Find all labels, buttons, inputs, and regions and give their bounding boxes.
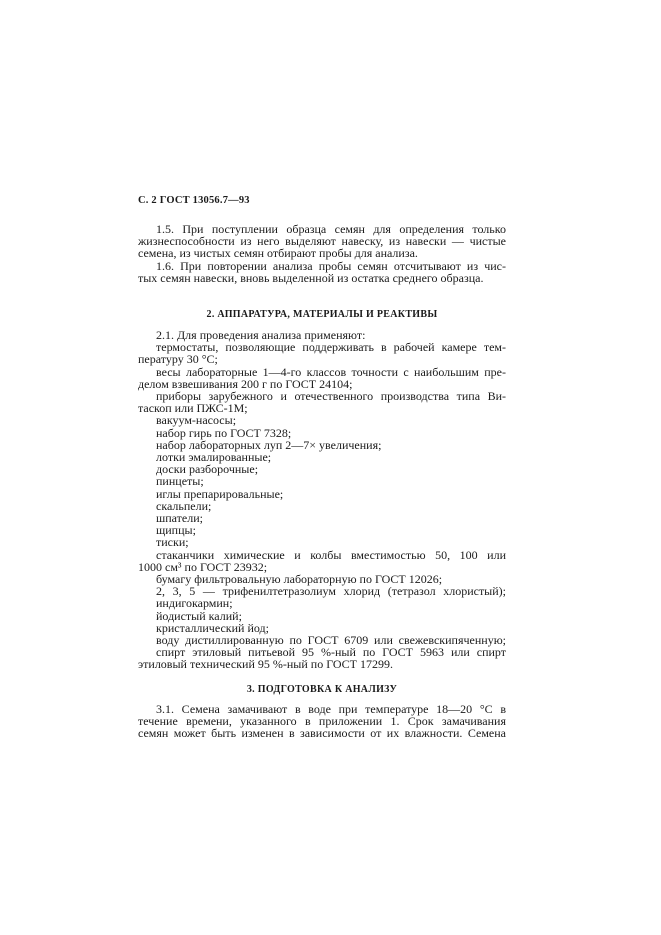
text-line: кристаллический йод; xyxy=(156,620,269,635)
text-line: термостаты, позволяющие поддерживать в рабочей камере тем- xyxy=(156,340,506,355)
text-line: йодистый калий; xyxy=(156,608,242,623)
text-line: делом взвешивания 200 г по ГОСТ 24104; xyxy=(138,376,353,391)
text-line: 1.6. При повторении анализа пробы семян отсчитывают из чис- xyxy=(156,258,506,273)
section-3-title: 3. ПОДГОТОВКА К АНАЛИЗУ xyxy=(246,684,398,695)
text-line: 1000 см³ по ГОСТ 23932; xyxy=(138,559,268,574)
text-line: весы лабораторные 1—4-го классов точности с наибольшим пре- xyxy=(156,364,506,379)
text-line: приборы зарубежного и отечественного производства типа Ви- xyxy=(156,389,506,404)
section-2-title: 2. АППАРАТУРА, МАТЕРИАЛЫ И РЕАКТИВЫ xyxy=(206,309,438,320)
text-line: стаканчики химические и колбы вместимостью 50, 100 или xyxy=(156,547,506,562)
text-line: тых семян навески, вновь выделенной из остатка среднего образца. xyxy=(138,270,484,285)
section-2-body xyxy=(138,329,506,671)
text-line: вакуум-насосы; xyxy=(156,413,237,428)
text-line: шпатели; xyxy=(156,511,203,526)
text-line: семена, из чистых семян отбирают пробы для анализа. xyxy=(138,246,418,261)
text-line: пературу 30 °С; xyxy=(138,352,218,367)
text-line: набор лабораторных луп 2—7× увеличения; xyxy=(156,437,382,452)
text-line: индигокармин; xyxy=(156,596,233,611)
text-line: бумагу фильтровальную лабораторную по ГОСТ 12026; xyxy=(156,572,443,587)
page-header: С. 2 ГОСТ 13056.7—93 xyxy=(138,195,250,206)
text-line: скальпели; xyxy=(156,498,212,513)
text-line: набор гирь по ГОСТ 7328; xyxy=(156,425,292,440)
text-line: 2, 3, 5 — трифенилтетразолиум хлорид (тетразол хлористый); xyxy=(156,584,506,599)
text-line: таскоп или ПЖС-1М; xyxy=(138,401,248,416)
text-line: тиски; xyxy=(156,535,189,550)
section-3-body xyxy=(138,703,506,740)
text-line: 2.1. Для проведения анализа применяют: xyxy=(156,328,366,342)
text-line: спирт этиловый питьевой 95 %-ный по ГОСТ 5963 или спирт xyxy=(156,645,506,660)
text-line: семян может быть изменен в зависимости от их влажности. Семена xyxy=(138,726,506,741)
text-line: лотки эмалированные; xyxy=(156,450,272,465)
text-line: иглы препарировальные; xyxy=(156,486,284,501)
text-line: щипцы; xyxy=(156,523,196,538)
text-line: этиловый технический 95 %-ный по ГОСТ 17299. xyxy=(138,657,393,672)
text-line: доски разборочные; xyxy=(156,462,259,477)
intro-paragraphs xyxy=(138,223,506,284)
text-line: 1.5. При поступлении образца семян для определения только xyxy=(156,222,506,236)
text-line: течение времени, указанного в приложении 1. Срок замачивания xyxy=(138,714,506,729)
text-line: 3.1. Семена замачивают в воде при температуре 18—20 °С в xyxy=(156,702,506,716)
text-line: жизнеспособности из него выделяют навеску, из навески — чистые xyxy=(138,234,506,249)
text-line: воду дистиллированную по ГОСТ 6709 или свежевскипяченную; xyxy=(156,633,506,648)
text-line: пинцеты; xyxy=(156,474,204,489)
